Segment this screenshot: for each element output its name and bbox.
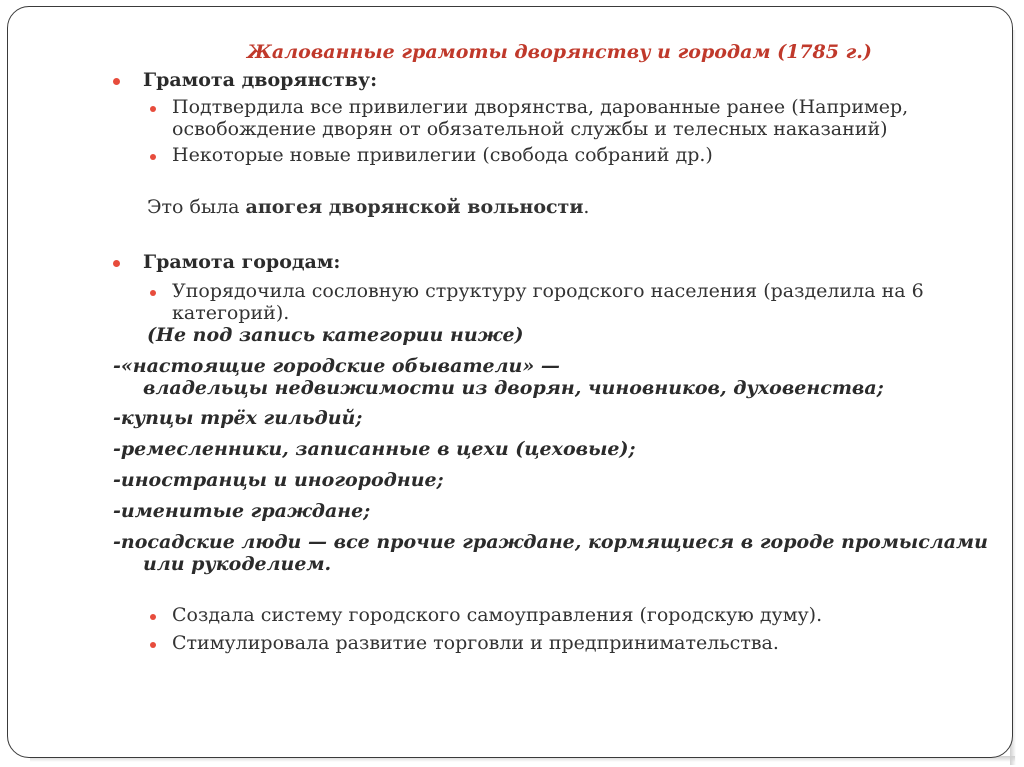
apogee-bold: апогея дворянской вольности [245, 196, 584, 218]
category-3: -ремесленники, записанные в цехи (цеховые); [113, 438, 636, 460]
category-6-line-2: или рукоделием. [143, 553, 332, 575]
category-2: -купцы трёх гильдий; [113, 407, 363, 429]
noble-item-1-line-2: освобождение дворян от обязательной службы и телесных наказаний) [172, 118, 888, 140]
towns-item-1-line-2: категорий). [172, 302, 290, 324]
category-6-line-1: -посадские люди — все прочие граждане, кормящиеся в городе промыслами [113, 531, 988, 553]
category-1-line-2: владельцы недвижимости из дворян, чиновников, духовенства; [143, 377, 884, 399]
bullet-icon [150, 290, 156, 296]
towns-item-2: Создала систему городского самоуправления (городскую думу). [172, 604, 823, 626]
category-4: -иностранцы и иногородние; [113, 469, 444, 491]
bullet-icon [150, 106, 156, 112]
apogee-statement [147, 196, 589, 218]
apogee-suffix: . [583, 196, 590, 218]
bullet-icon [113, 260, 120, 267]
towns-heading: Грамота городам: [143, 251, 341, 273]
noble-heading: Грамота дворянству: [143, 69, 378, 91]
noble-item-1-line-1: Подтвердила все привилегии дворянства, дарованные ранее (Например, [172, 96, 909, 118]
bullet-icon [113, 78, 120, 85]
noble-item-2: Некоторые новые привилегии (свобода собраний др.) [172, 144, 713, 166]
towns-item-1-line-1: Упорядочила сословную структуру городского населения (разделила на 6 [172, 280, 924, 302]
category-5: -именитые граждане; [113, 500, 371, 522]
towns-note: (Не под запись категории ниже) [147, 324, 524, 346]
slide-title: Жалованные грамоты дворянству и городам (1785 г.) [247, 41, 872, 63]
category-1-line-1: -«настоящие городские обыватели» — [113, 355, 560, 377]
towns-item-3: Стимулировала развитие торговли и предпринимательства. [172, 632, 779, 654]
bullet-icon [150, 614, 156, 620]
apogee-prefix: Это была [147, 196, 246, 218]
bullet-icon [150, 642, 156, 648]
bullet-icon [150, 154, 156, 160]
